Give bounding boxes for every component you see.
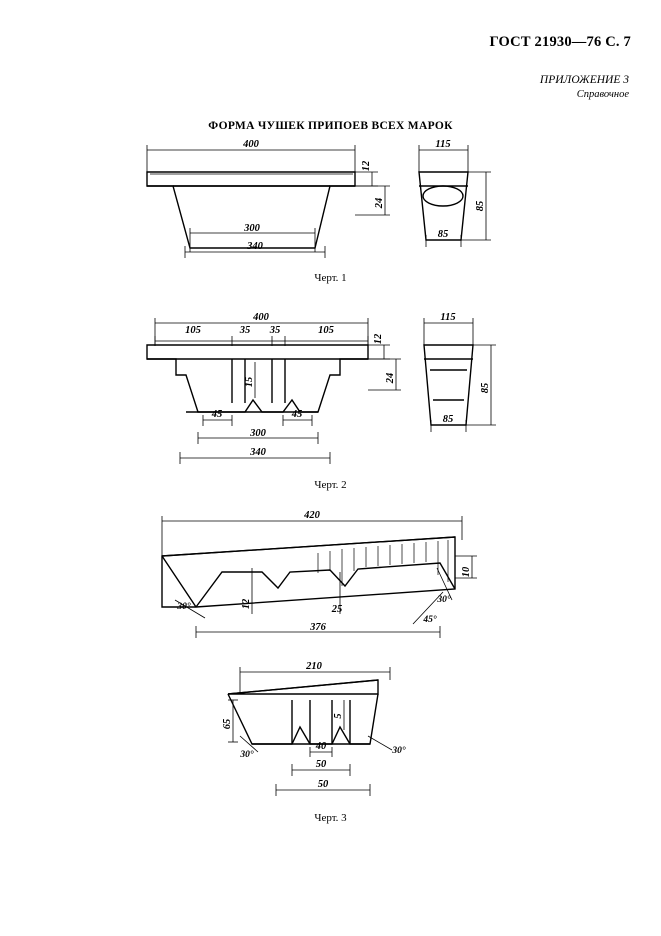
dim-85-bottom-fig2: 85 <box>442 414 454 425</box>
dim-400-fig2: 400 <box>253 312 269 323</box>
appendix-label: ПРИЛОЖЕНИЕ 3 <box>539 74 629 86</box>
figure-2-caption: Черт. 2 <box>314 479 347 491</box>
dim-300-fig2: 300 <box>250 428 266 439</box>
dim-105-left-fig2: 105 <box>185 325 201 336</box>
dim-12-fig1: 12 <box>361 160 372 172</box>
dim-5-fig3: 5 <box>333 713 344 719</box>
page-header-standard: ГОСТ 21930—76 С. 7 <box>489 34 631 50</box>
dim-85-height-fig2: 85 <box>480 382 491 394</box>
dim-340-fig2: 340 <box>250 447 266 458</box>
dim-85-height-fig1: 85 <box>475 200 486 212</box>
dim-40-fig3: 40 <box>315 741 327 752</box>
dim-12-fig3: 12 <box>241 598 252 610</box>
dim-420-fig3: 420 <box>304 510 320 521</box>
dim-45-left-fig2: 45 <box>211 409 223 420</box>
reference-label: Справочное <box>576 89 629 100</box>
dim-50-mid-fig3: 50 <box>315 759 327 770</box>
dim-105-right-fig2: 105 <box>318 325 334 336</box>
dim-50-low-fig3: 50 <box>317 779 329 790</box>
page-title: ФОРМА ЧУШЕК ПРИПОЕВ ВСЕХ МАРОК <box>208 120 453 132</box>
angle-30-left-bottom-fig3: 30° <box>240 750 254 760</box>
dim-400-fig1: 400 <box>243 139 259 150</box>
angle-30-right-bottom-fig3: 30° <box>392 746 406 756</box>
dim-10-fig3: 10 <box>461 566 472 578</box>
dim-45-right-fig2: 45 <box>291 409 303 420</box>
figure-3-caption: Черт. 3 <box>314 812 347 824</box>
dim-35-left-fig2: 35 <box>239 325 251 336</box>
dim-340-fig1: 340 <box>247 241 263 252</box>
dim-210-fig3: 210 <box>306 661 322 672</box>
dim-65-fig3: 65 <box>222 718 233 730</box>
angle-30-left-fig3: 30° <box>177 602 191 612</box>
dim-115-fig2: 115 <box>440 312 456 323</box>
dim-300-fig1: 300 <box>244 223 260 234</box>
figure-1-caption: Черт. 1 <box>314 272 347 284</box>
dim-25-fig3: 25 <box>331 604 343 615</box>
dim-376-fig3: 376 <box>310 622 326 633</box>
dim-35-right-fig2: 35 <box>269 325 281 336</box>
angle-30-right-fig3: 30° <box>437 595 451 605</box>
dim-12-fig2: 12 <box>373 333 384 345</box>
dim-85-bottom-fig1: 85 <box>437 229 449 240</box>
dim-24-fig1: 24 <box>374 197 385 209</box>
angle-45-fig3: 45° <box>423 615 437 625</box>
dim-15-fig2: 15 <box>244 376 255 388</box>
dim-24-fig2: 24 <box>385 372 396 384</box>
dim-115-fig1: 115 <box>435 139 451 150</box>
